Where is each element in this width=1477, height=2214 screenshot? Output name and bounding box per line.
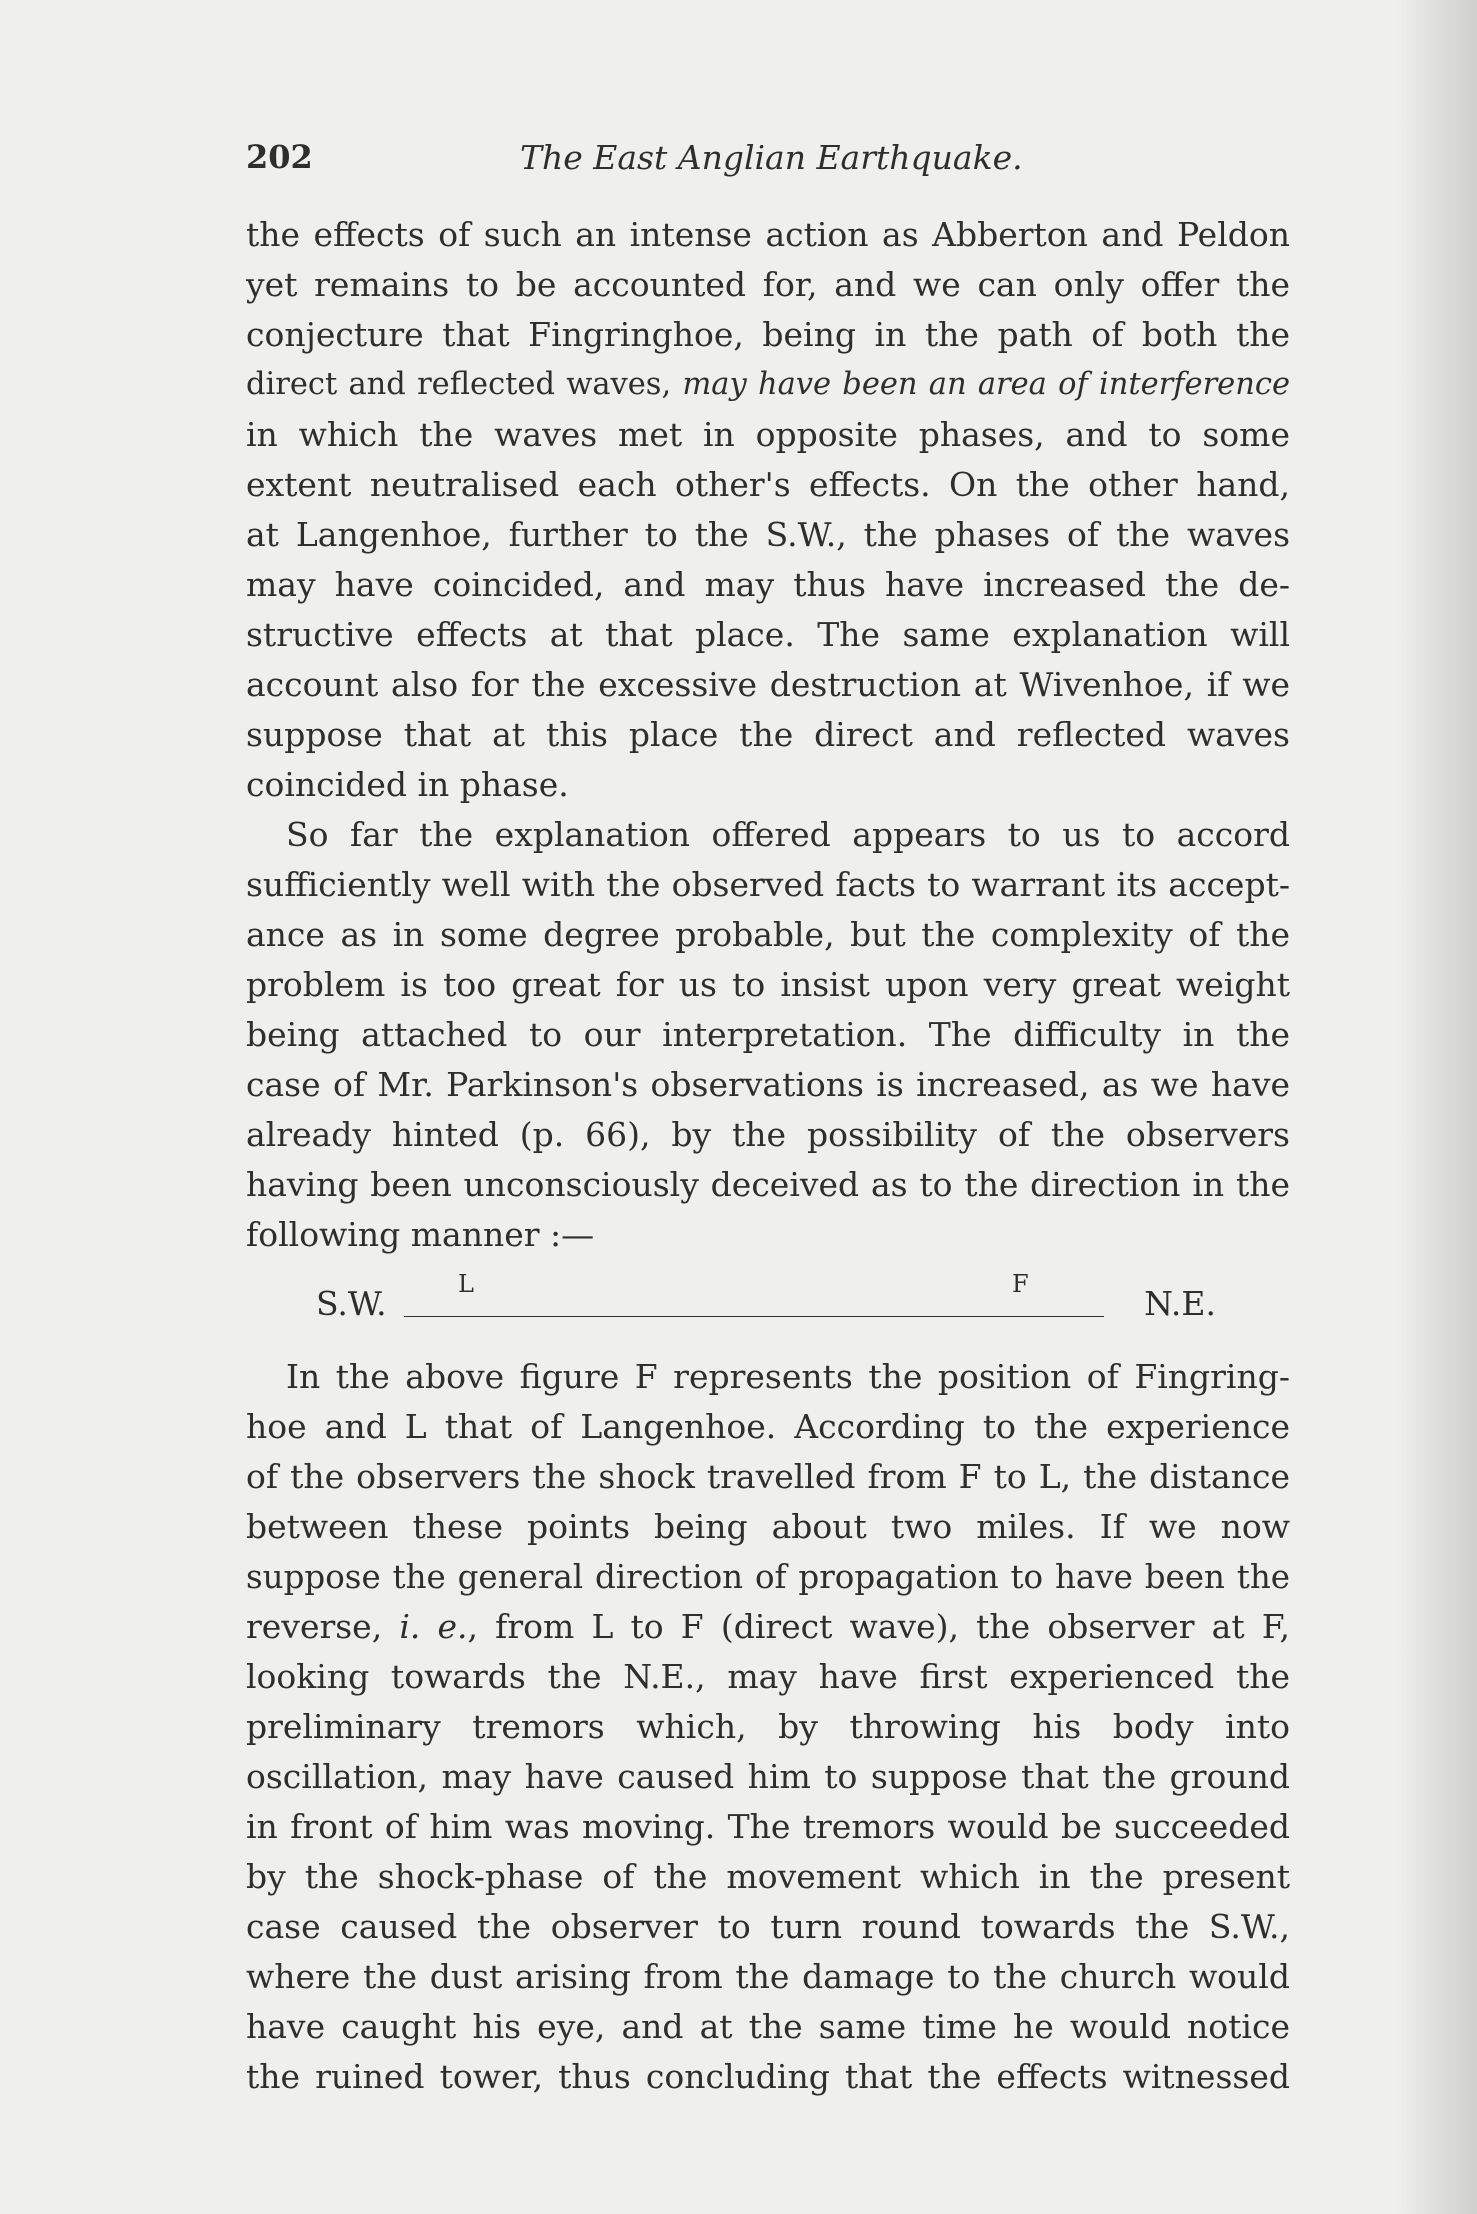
italic-phrase: i. e. bbox=[399, 1607, 468, 1646]
text-span: direct and reflected waves, bbox=[246, 367, 683, 402]
page-number: 202 bbox=[246, 138, 313, 176]
italic-phrase: may have been an area of interference bbox=[682, 367, 1290, 402]
text-line: extent neutralised each other's effects. On the other hand, bbox=[246, 465, 1290, 504]
text-line: may have coincided, and may thus have increased the de- bbox=[246, 565, 1290, 604]
text-line: between these points being about two miles. If we now bbox=[246, 1507, 1290, 1546]
text-line: already hinted (p. 66), by the possibility of the observers bbox=[246, 1115, 1290, 1154]
text-line: in front of him was moving. The tremors would be succeeded bbox=[246, 1807, 1290, 1846]
text-line: suppose that at this place the direct and reflected waves bbox=[246, 715, 1290, 754]
figure-line bbox=[404, 1316, 1104, 1317]
text-line: oscillation, may have caused him to suppose that the ground bbox=[246, 1757, 1290, 1796]
text-line: in which the waves met in opposite phases, and to some bbox=[246, 415, 1290, 454]
text-span: reverse, bbox=[246, 1607, 400, 1646]
text-line: ance as in some degree probable, but the complexity of the bbox=[246, 915, 1290, 954]
page-header bbox=[246, 138, 1296, 188]
text-line: looking towards the N.E., may have first experienced the bbox=[246, 1657, 1290, 1696]
text-line: structive effects at that place. The same explanation will bbox=[246, 615, 1290, 654]
text-line: following manner :— bbox=[246, 1215, 595, 1254]
text-line: preliminary tremors which, by throwing his body into bbox=[246, 1707, 1290, 1746]
text-line: the effects of such an intense action as Abberton and Peldon bbox=[246, 215, 1290, 254]
page-edge-shadow bbox=[1397, 0, 1477, 2214]
text-line: suppose the general direction of propagation to have been the bbox=[246, 1558, 1290, 1596]
text-line: account also for the excessive destruction at Wivenhoe, if we bbox=[246, 665, 1290, 704]
text-line: have caught his eye, and at the same time he would notice bbox=[246, 2007, 1290, 2046]
text-line bbox=[246, 360, 1290, 410]
text-line: case caused the observer to turn round towards the S.W., bbox=[246, 1907, 1290, 1946]
figure-label-ne: N.E. bbox=[1144, 1284, 1216, 1323]
text-line: yet remains to be accounted for, and we can only offer the bbox=[246, 265, 1290, 304]
text-span: , from L to F (direct wave), the observer at F, bbox=[467, 1607, 1290, 1646]
text-line: case of Mr. Parkinson's observations is increased, as we have bbox=[246, 1065, 1290, 1104]
text-line: of the observers the shock travelled from F to L, the distance bbox=[246, 1457, 1290, 1496]
text-line: the ruined tower, thus concluding that the effects witnessed bbox=[246, 2057, 1290, 2096]
text-line: being attached to our interpretation. The difficulty in the bbox=[246, 1015, 1290, 1054]
text-line: hoe and L that of Langenhoe. According to the experience bbox=[246, 1407, 1290, 1446]
text-line: conjecture that Fingringhoe, being in the path of both the bbox=[246, 315, 1290, 354]
figure-point-l: L bbox=[458, 1270, 474, 1298]
paragraph-start: So far the explanation offered appears to us to accord bbox=[286, 815, 1290, 854]
text-line: by the shock-phase of the movement which in the present bbox=[246, 1857, 1290, 1896]
figure-point-f: F bbox=[1012, 1270, 1029, 1298]
text-line: problem is too great for us to insist upon very great weight bbox=[246, 965, 1290, 1004]
running-title: The East Anglian Earthquake. bbox=[520, 138, 1023, 177]
text-line: at Langenhoe, further to the S.W., the phases of the waves bbox=[246, 515, 1290, 554]
text-line: sufficiently well with the observed facts to warrant its accept- bbox=[246, 865, 1290, 904]
figure-label-sw: S.W. bbox=[316, 1284, 387, 1323]
paragraph-start: In the above figure F represents the position of Fingring- bbox=[286, 1357, 1290, 1396]
text-line: where the dust arising from the damage to the church would bbox=[246, 1957, 1290, 1996]
text-line: coincided in phase. bbox=[246, 765, 569, 804]
text-line: having been unconsciously deceived as to the direction in the bbox=[246, 1165, 1290, 1204]
direction-figure bbox=[316, 1270, 1216, 1340]
text-line bbox=[246, 1602, 1290, 1652]
